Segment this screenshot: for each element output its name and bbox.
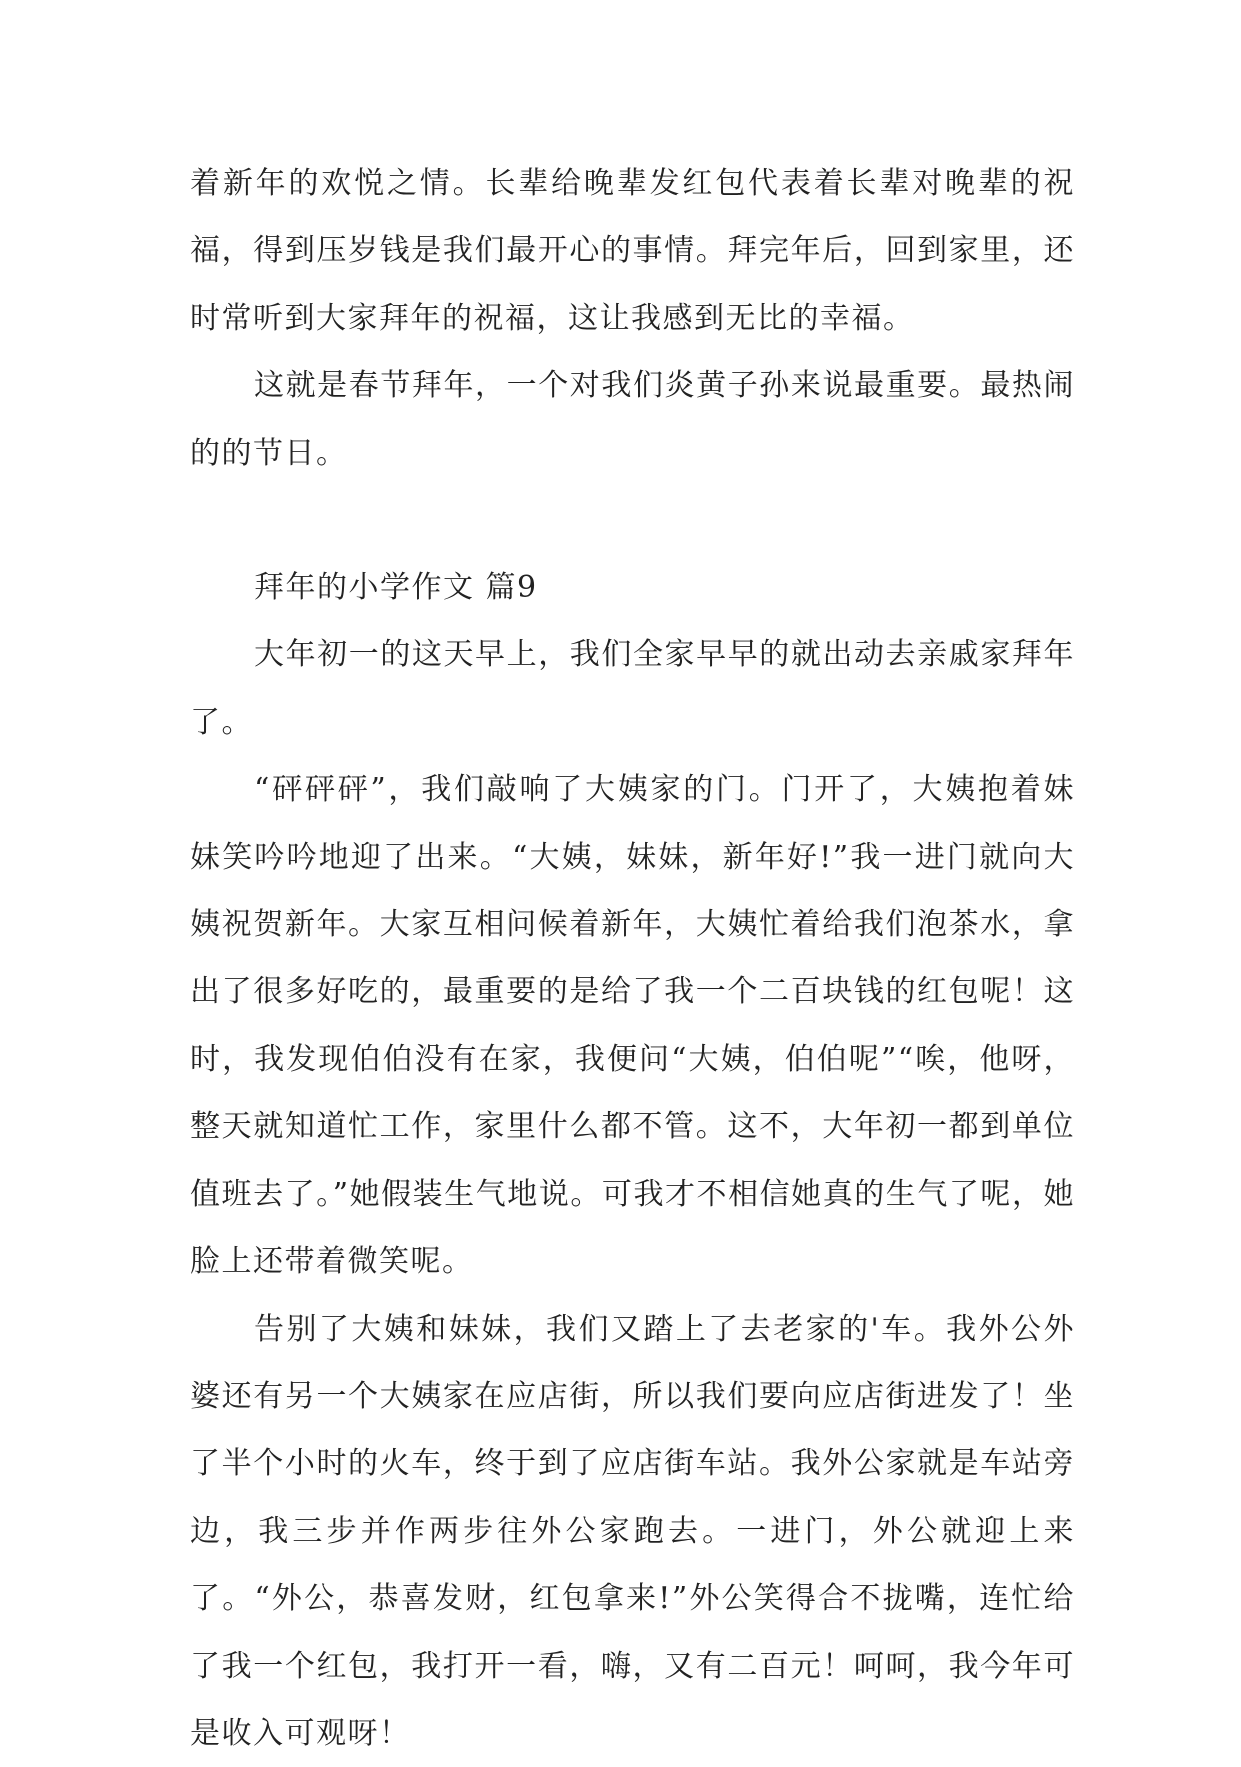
paragraph-continued: 着新年的欢悦之情。长辈给晚辈发红包代表着长辈对晚辈的祝福，得到压岁钱是我们最开心的事情。拜完年后，回到家里，还时常听到大家拜年的祝福，这让我感到无比的幸福。: [190, 150, 1075, 352]
section-spacer: [190, 487, 1075, 554]
paragraph-1: 大年初一的这天早上，我们全家早早的就出动去亲戚家拜年了。: [190, 621, 1075, 756]
paragraph-2: “砰砰砰”，我们敲响了大姨家的门。门开了，大姨抱着妹妹笑吟吟地迎了出来。“大姨，妹妹，新年好!”我一进门就向大姨祝贺新年。大家互相问候着新年，大姨忙着给我们泡茶水，拿出了很多好吃的，最重要的是给了我一个二百块钱的红包呢！这时，我发现伯伯没有在家，我便问“大姨，伯伯呢”“唉，他呀，整天就知道忙工作，家里什么都不管。这不，大年初一都到单位值班去了。”她假装生气地说。可我才不相信她真的生气了呢，她脸上还带着微笑呢。: [190, 756, 1075, 1295]
paragraph-closing: 这就是春节拜年，一个对我们炎黄子孙来说最重要。最热闹的的节日。: [190, 352, 1075, 487]
section-title: 拜年的小学作文 篇9: [190, 554, 1075, 621]
paragraph-3: 告别了大姨和妹妹，我们又踏上了去老家的'车。我外公外婆还有另一个大姨家在应店街，所以我们要向应店街进发了！坐了半个小时的火车，终于到了应店街车站。我外公家就是车站旁边，我三步并作两步往外公家跑去。一进门，外公就迎上来了。“外公，恭喜发财，红包拿来!”外公笑得合不拢嘴，连忙给了我一个红包，我打开一看，嗨，又有二百元！呵呵，我今年可是收入可观呀！: [190, 1296, 1075, 1767]
document-body: [190, 150, 1075, 1767]
